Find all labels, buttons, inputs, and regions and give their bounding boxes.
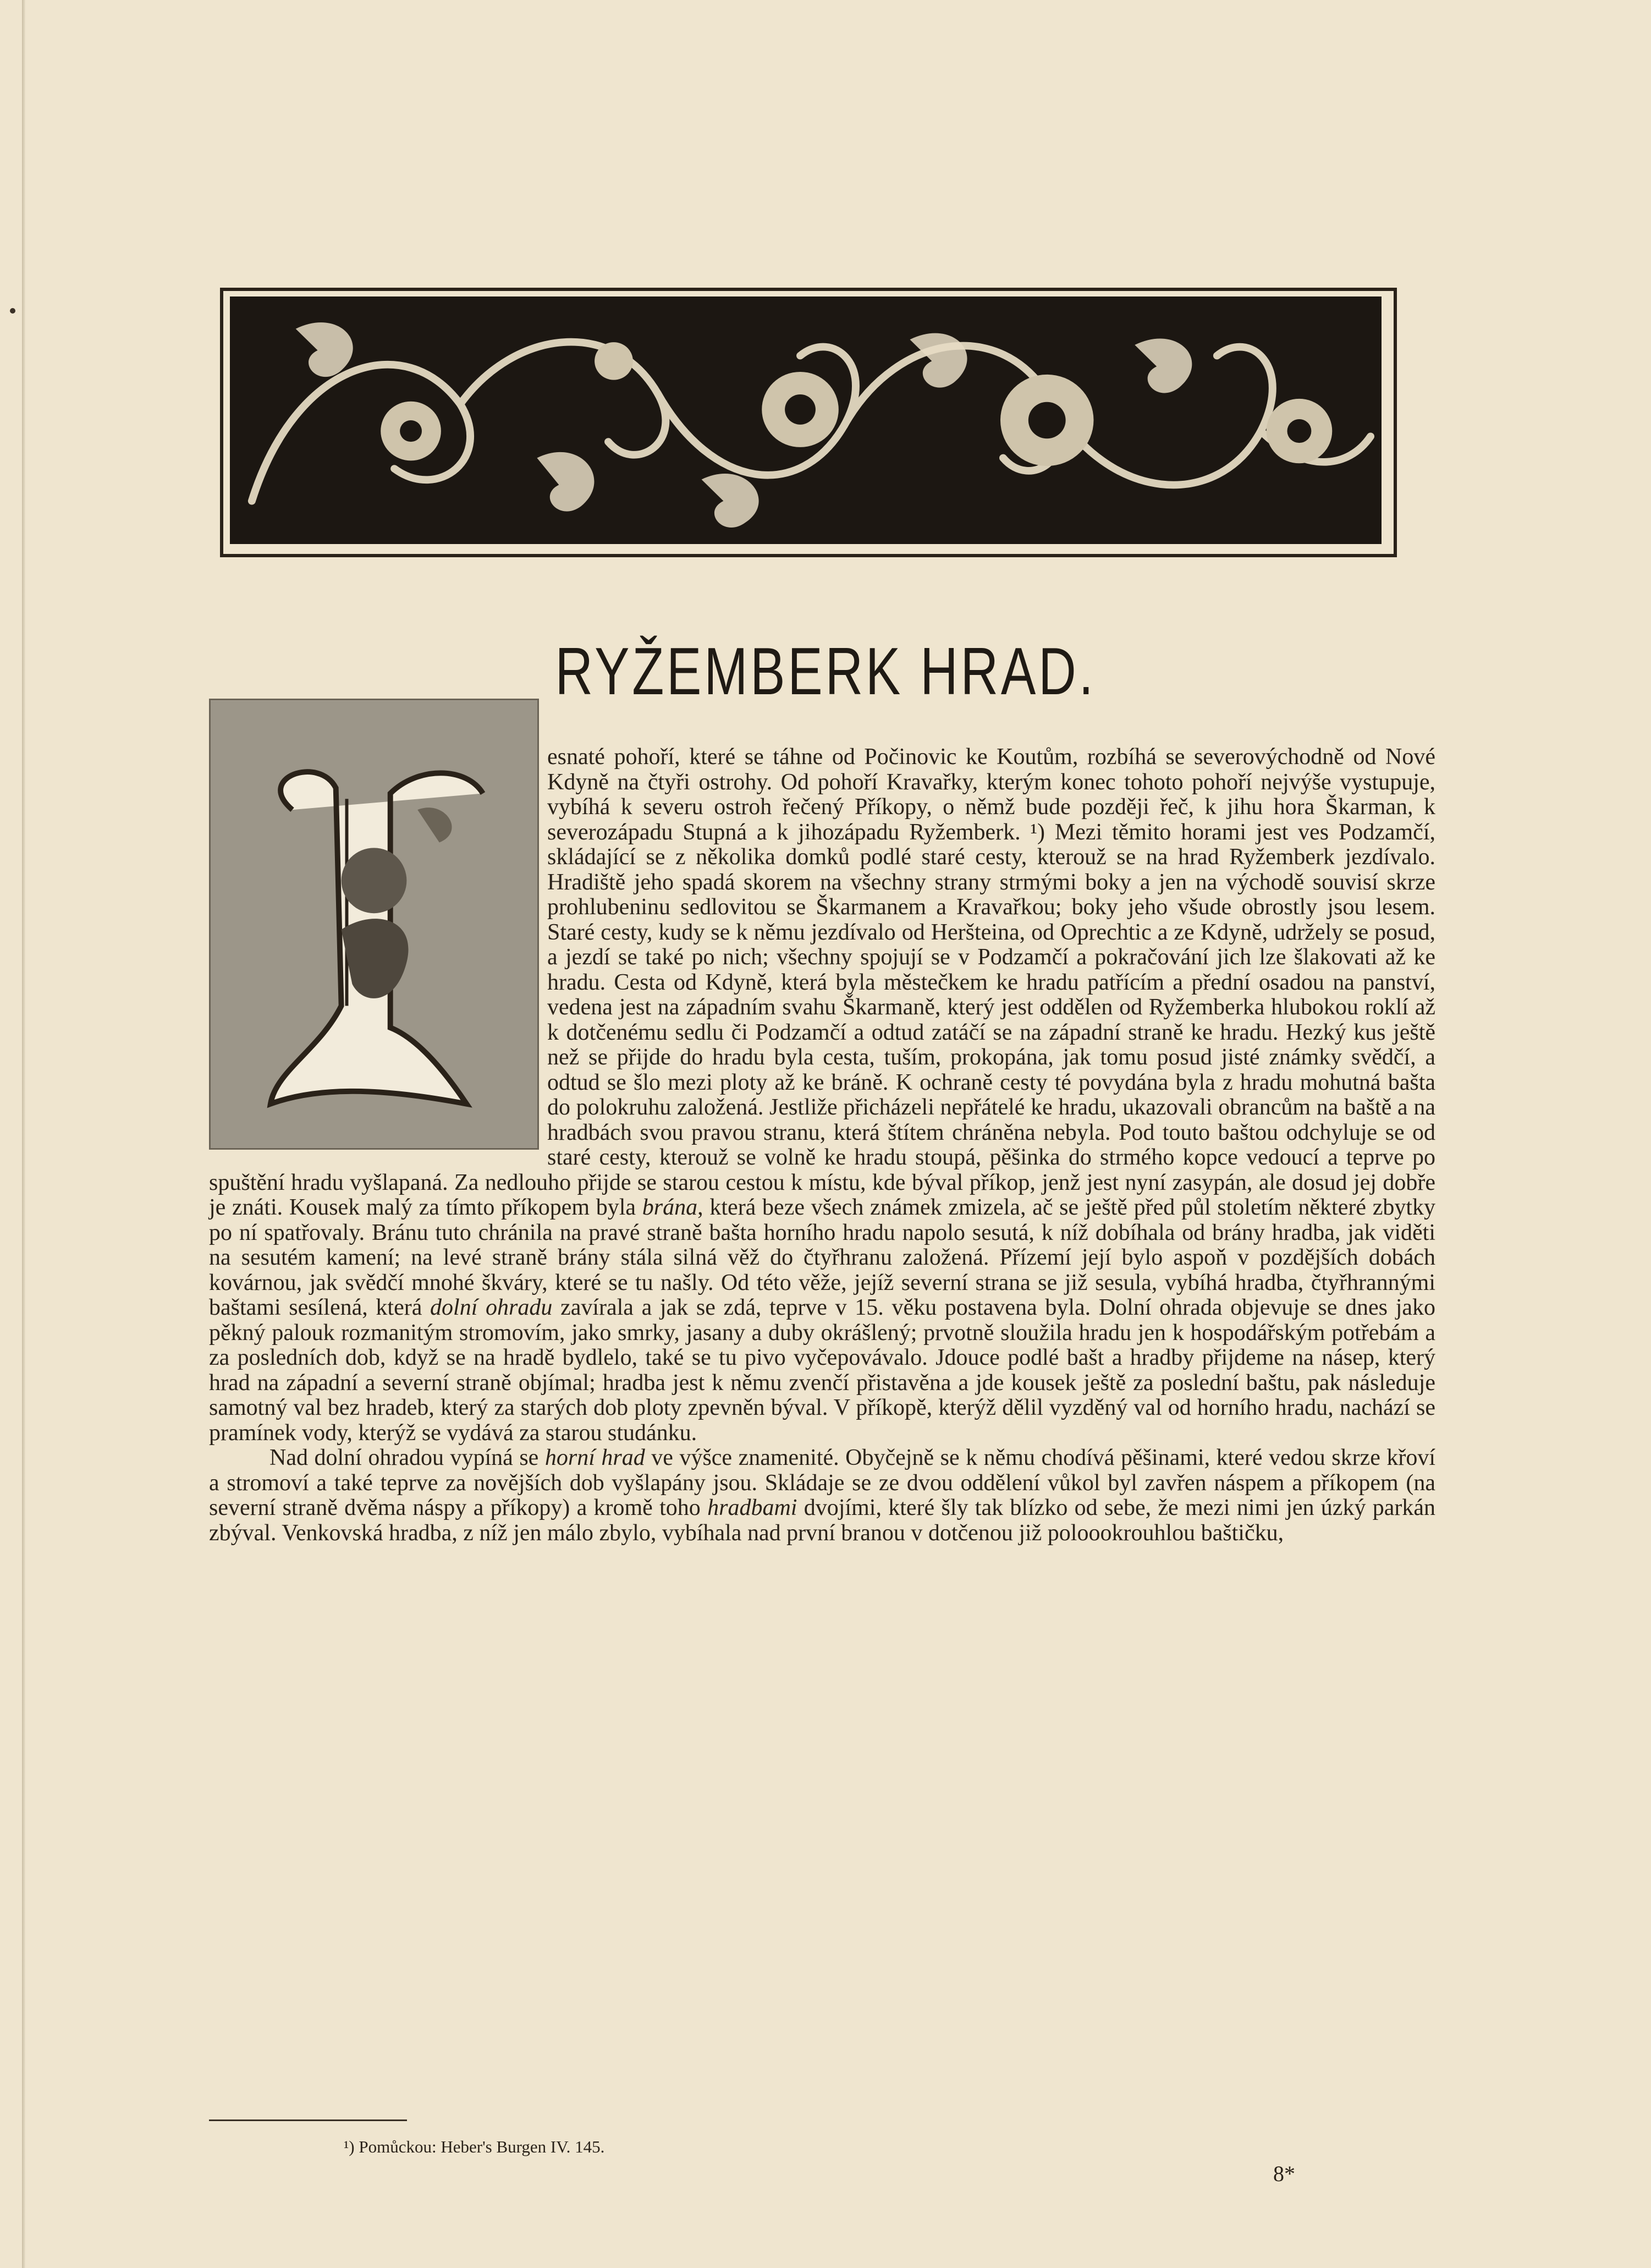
foliage-ornament-icon [230,296,1382,544]
initial-spacer [209,731,547,1152]
footnote-rule [209,2119,407,2121]
paragraph-2 [209,1446,1435,1546]
emphasis-hradbami: hradbami [707,1495,797,1520]
emphasis-horni-hrad: horní hrad [544,1445,645,1470]
ornamental-banner [220,288,1397,557]
paragraph-2-text: Nad dolní ohradou vypíná se [269,1445,539,1470]
page-number: 8* [1273,2161,1295,2186]
paragraph-1-text: esnaté pohoří, které se táhne od Počinovic ke Koutům, rozbíhá se severovýchodně od Nové Kdyně na čtyři ostrohy. Od pohoří Kravařky, kterým konec tohoto pohoří nejvýše vystupuje, vybíhá k severu ostroh řečený Příkopy, o němž bude později řeč, k jihu hora Škarman, k severozápadu Stupná a k jihozápadu Ryžemberk. ¹) Mezi těmito horami jest ves Podzamčí, skládající se z několika domků podlé staré cesty, kterouž se na hrad Ryžemberk jezdívalo. Hradiště jeho spadá skorem na všechny strany strmými boky a jen na východě souvisí skrze prohlubeninu sedlovitou se Škarmanem a Kravařkou; boky jeho všude obrostly jsou lesem. Staré cesty, kudy se k němu jezdívalo od Heršteina, od Oprechtic a ze Kdyně, udržely se posud, a jezdí se také po nich; všechny spojují se v Podzamčí a pokračování jich lze šlakovati až ke hradu. Cesta od Kdyně, která byla městečkem ke hradu patřícím a přední osadou na panství, vedena jest na západním svahu Škarmaně, který jest oddělen od Ryžemberka hlubokou roklí až k dotčenému sedlu či Podzamčí a odtud zatáčí se na západní straně ke hradu. Hezký kus ještě než se přijde do hradu byla cesta, tuším, prokopána, jak tomu posud jisté známky svědčí, a odtud se šlo mezi ploty až ke bráně. K ochraně cesty té povydána byla z hradu mohutná bašta do polokruhu založená. Jestliže přicházeli nepřátelé ke hradu, ukazovali obrancům na baště a na hradbách svou pravou stranu, která štítem chráněna nebyla. Pod touto baštou odchyluje se od staré cesty, kterouž se volně ke hradu stoupá, pěšinka do strmého kopce vedoucí a teprve po spuštění hradu vyšlapaná. Za nedlouho přijde se starou cestou k místu, kde býval příkop, jenž jest nyní zasypán, ale dosud jej dobře je znáti. Kousek malý za tímto příkopem byla [209,744,1435,1220]
article-body [209,745,1435,1546]
banner-artwork [230,296,1382,544]
emphasis-brana: brána [642,1195,698,1220]
paragraph-2-text-2: ve výšce znamenité. Obyčejně se k němu chodívá pěšinami, které vedou skrze křoví a stromoví a také teprve za novějších dob vyšlapány jsou. Skládaje se ze dvou oddělení vůkol byl zavřen náspem a příkopem (na severní straně dvěma náspy a příkopy) a kromě toho [209,1445,1436,1520]
page-title: RYŽEMBERK HRAD. [555,634,1096,709]
margin-mark [10,308,15,314]
page-edge [22,0,25,2268]
footnote: ¹) Pomůckou: Heber's Burgen IV. 145. [344,2137,605,2156]
paragraph-1-text-3: zavírala a jak se zdá, teprve v 15. věku postavena byla. Dolní ohrada objevuje se dnes jako pěkný palouk rozmanitým stromovím, jako smrky, jasany a duby okrášlený; prvotně sloužila hradu jen k hospodářským potřebám a za posledních dob, když se na hradě bydlelo, také se tu pivo vyčepovávalo. Jdouce podlé bašt a hradby přijdeme na násep, který hrad na západní a severní straně objímal; hradba jest k němu zvenčí přistavěna a jde kousek ještě za poslední baštu, pak následuje samotný val bez hradeb, který za starých dob ploty zpevněn býval. V příkopě, kterýž dělil vyzděný val od horního hradu, nachází se pramínek vody, kterýž se vydává za starou studánku. [209,1295,1436,1446]
emphasis-dolni-ohradu: dolní ohradu [430,1295,553,1320]
paragraph-1-text-2: , která beze všech známek zmizela, ač se ještě před půl stoletím některé zbytky po ní spatřovaly. Bránu tuto chránila na pravé straně bašta horního hradu napolo sesutá, k níž dobíhala od brány hradba, jak viděti na sesutém kamení; na levé straně brány stála silná věž do čtyřhranu založená. Přízemí její bylo aspoň v pozdějších dobách kovárnou, jak svědčí mnohé škváry, které se tu našly. Od této věže, jejíž severní strana se již sesula, vybíhá hradba, čtyřhrannými baštami sesílená, která [209,1195,1436,1320]
paragraph-2-text-3: dvojími, které šly tak blízko od sebe, že mezi nimi jen úzký parkán zbýval. Venkovská hradba, z níž jen málo zbylo, vybíhala nad první branou v dotčenou již poloookrouhlou baštičku, [209,1495,1436,1546]
